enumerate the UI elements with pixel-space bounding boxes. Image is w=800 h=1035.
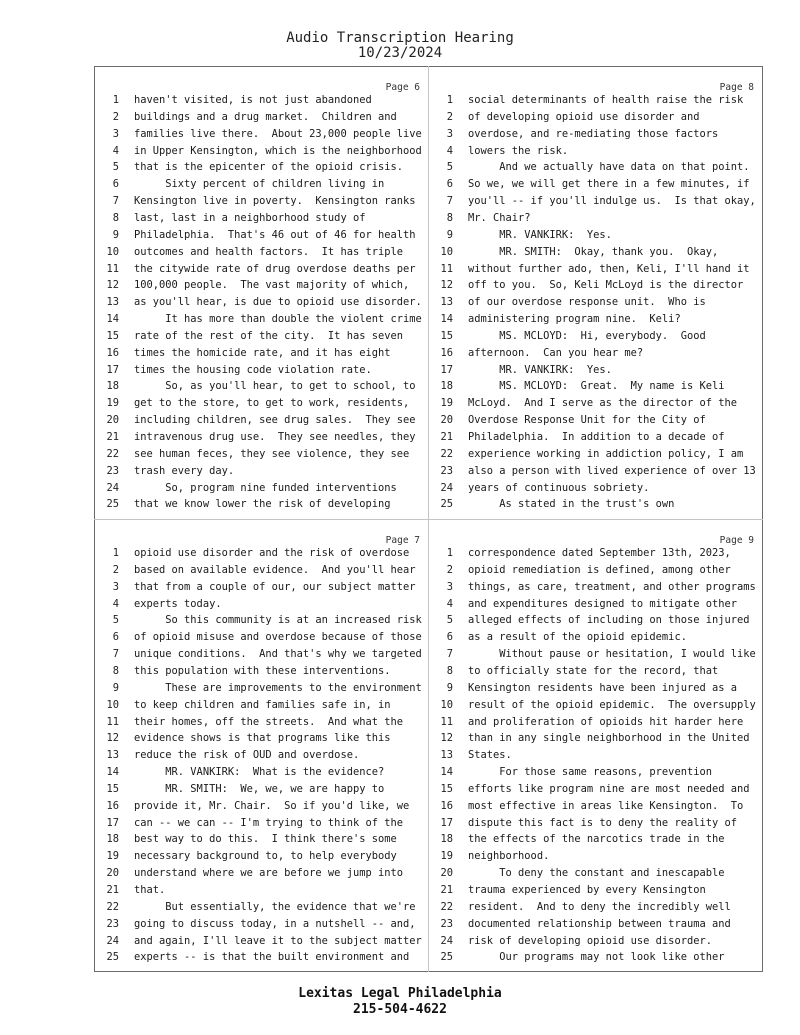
line-text: families live there. About 23,000 people live [134,127,422,140]
line-text: lowers the risk. [468,144,569,157]
line-text: MR. SMITH: We, we, we are happy to [134,782,385,795]
page-number: Page 6 [385,82,420,93]
line-number: 15 [440,329,453,342]
line-text: get to the store, to get to work, residents, [134,397,410,410]
line-text: necessary background to, to help everybody [134,850,397,863]
line-number: 3 [446,127,453,140]
footer-phone: 215-504-4622 [353,1002,447,1017]
line-number: 16 [440,346,453,359]
line-number: 2 [112,563,119,576]
line-text: dispute this fact is to deny the reality of [468,816,737,829]
line-text: As stated in the trust's own [468,498,675,511]
line-text: of our overdose response unit. Who is [468,296,706,309]
line-number: 6 [112,631,119,644]
line-number: 6 [446,178,453,191]
line-text: neighborhood. [468,850,550,863]
line-text: opioid remediation is defined, among other [468,563,731,576]
line-number: 1 [112,547,119,559]
line-number: 21 [440,431,453,443]
line-number: 16 [106,799,119,812]
line-text: times the homicide rate, and it has eight [134,346,391,359]
line-text: unique conditions. And that's why we targeted [134,648,422,661]
line-number: 20 [440,867,453,880]
line-number: 21 [440,884,453,896]
line-text: MS. MCLOYD: Hi, everybody. Good [468,329,706,342]
line-number: 1 [446,94,453,106]
line-text: correspondence dated September 13th, 2023, [468,547,731,559]
line-number: 12 [440,279,453,292]
line-text: trauma experienced by every Kensington [468,884,706,896]
line-number: 15 [106,782,119,795]
line-number: 3 [112,127,119,140]
line-text: going to discuss today, in a nutshell -- and, [134,917,416,930]
line-number: 9 [446,228,453,241]
line-text: and proliferation of opioids hit harder here [468,715,744,728]
line-number: 22 [106,900,119,913]
line-text: things, as care, treatment, and other programs [468,580,756,593]
line-number: 25 [106,498,119,511]
line-text: MR. VANKIRK: Yes. [468,228,612,241]
line-text: reduce the risk of OUD and overdose. [134,749,360,762]
line-number: 9 [446,681,453,694]
line-number: 11 [440,715,453,728]
line-number: 4 [112,144,119,157]
line-number: 8 [112,211,119,224]
footer-company: Lexitas Legal Philadelphia [298,986,502,1001]
line-number: 18 [106,833,119,846]
line-number: 20 [106,414,119,427]
line-text: as a result of the opioid epidemic. [468,631,687,644]
line-number: 7 [112,648,119,661]
line-number: 14 [106,313,119,326]
line-text: times the housing code violation rate. [134,363,372,376]
line-number: 23 [106,917,119,930]
line-text: to officially state for the record, that [468,664,719,677]
line-number: 20 [440,414,453,427]
line-text: outcomes and health factors. It has triple [134,245,403,258]
transcript-page-bottom-left [94,519,429,972]
line-number: 18 [106,380,119,393]
line-text: afternoon. Can you hear me? [468,346,644,359]
line-text: haven't visited, is not just abandoned [134,94,372,106]
line-number: 18 [440,833,453,846]
line-text: evidence shows is that programs like this [134,732,391,745]
line-text: the effects of the narcotics trade in the [468,833,725,846]
line-number: 25 [440,498,453,511]
line-text: and again, I'll leave it to the subject matter [134,934,422,947]
line-number: 12 [440,732,453,745]
line-text: including children, see drug sales. They see [134,414,416,427]
line-text: that we know lower the risk of developing [134,498,391,511]
line-number: 17 [106,363,119,376]
line-number: 7 [112,195,119,208]
line-number: 13 [440,749,453,762]
line-number: 19 [106,397,119,410]
line-text: Sixty percent of children living in [134,178,385,191]
line-text: rate of the rest of the city. It has seven [134,329,403,342]
line-text: experts -- is that the built environment and [134,951,410,964]
line-text: intravenous drug use. They see needles, they [134,431,416,443]
line-text: social determinants of health raise the risk [468,94,744,106]
line-number: 4 [446,597,453,610]
line-text: can -- we can -- I'm trying to think of the [134,816,403,829]
line-text: MS. MCLOYD: Great. My name is Keli [468,380,725,393]
line-text: overdose, and re-mediating those factors [468,127,719,140]
line-number: 5 [112,161,119,174]
line-number: 11 [106,262,119,275]
document-date: 10/23/2024 [357,45,443,61]
line-number: 9 [112,228,119,241]
line-text: that is the epicenter of the opioid crisis. [134,161,403,174]
line-number: 14 [106,766,119,779]
line-number: 11 [440,262,453,275]
line-number: 19 [106,850,119,863]
line-number: 24 [440,481,453,494]
line-number: 10 [106,245,119,258]
line-text: of developing opioid use disorder and [468,110,700,123]
line-number: 2 [446,563,453,576]
line-number: 22 [440,447,453,460]
line-text: So, as you'll hear, to get to school, to [134,380,416,393]
line-number: 14 [440,313,453,326]
line-text: It has more than double the violent crime [134,313,422,326]
line-text: So, program nine funded interventions [134,481,397,494]
line-number: 23 [440,464,453,477]
line-text: documented relationship between trauma and [468,917,731,930]
line-text: that. [134,884,166,896]
line-text: For those same reasons, prevention [468,766,712,779]
line-number: 4 [446,144,453,157]
line-number: 4 [112,597,119,610]
line-number: 10 [440,245,453,258]
line-text: also a person with lived experience of over 13 [468,464,756,477]
line-number: 13 [440,296,453,309]
line-text: result of the opioid epidemic. The oversupply [468,698,756,711]
line-number: 10 [440,698,453,711]
line-text: So we, we will get there in a few minutes, if [468,178,750,191]
line-text: Kensington live in poverty. Kensington ranks [134,195,416,208]
line-number: 12 [106,279,119,292]
line-number: 3 [446,580,453,593]
line-text: Philadelphia. That's 46 out of 46 for health [134,228,416,241]
line-text: McLoyd. And I serve as the director of the [468,397,737,410]
line-number: 22 [440,900,453,913]
line-text: efforts like program nine are most needed and [468,782,750,795]
line-number: 7 [446,648,453,661]
line-text: as you'll hear, is due to opioid use disorder. [134,296,422,309]
line-number: 23 [106,464,119,477]
line-text: without further ado, then, Keli, I'll hand it [468,262,750,275]
line-number: 15 [106,329,119,342]
line-number: 13 [106,749,119,762]
line-number: 9 [112,681,119,694]
line-text: than in any single neighborhood in the United [468,732,750,745]
line-number: 11 [106,715,119,728]
line-number: 15 [440,782,453,795]
line-text: in Upper Kensington, which is the neighborhood [134,144,422,157]
line-text: you'll -- if you'll indulge us. Is that okay, [468,195,756,208]
line-number: 6 [112,178,119,191]
line-number: 5 [446,161,453,174]
line-number: 23 [440,917,453,930]
line-number: 12 [106,732,119,745]
transcript-page-top-right [428,66,763,519]
line-text: To deny the constant and inescapable [468,867,725,880]
line-text: years of continuous sobriety. [468,481,650,494]
page-number: Page 9 [719,535,754,546]
line-text: this population with these interventions. [134,664,391,677]
line-text: These are improvements to the environment [134,681,422,694]
line-text: But essentially, the evidence that we're [134,900,416,913]
line-text: most effective in areas like Kensington. To [468,799,744,812]
line-text: trash every day. [134,464,235,477]
line-text: 100,000 people. The vast majority of which, [134,279,410,292]
line-text: administering program nine. Keli? [468,313,681,326]
line-text: and expenditures designed to mitigate other [468,597,737,610]
transcript-page-top-left [94,66,429,519]
line-text: experts today. [134,597,222,610]
line-number: 25 [440,951,453,964]
line-number: 17 [106,816,119,829]
line-text: buildings and a drug market. Children and [134,110,397,123]
line-text: resident. And to deny the incredibly well [468,900,731,913]
line-text: Without pause or hesitation, I would like [468,648,756,661]
line-number: 22 [106,447,119,460]
line-text: of opioid misuse and overdose because of those [134,631,422,644]
line-number: 8 [446,211,453,224]
line-number: 17 [440,816,453,829]
line-number: 16 [106,346,119,359]
line-text: Mr. Chair? [468,211,531,224]
line-number: 24 [106,481,119,494]
line-text: MR. SMITH: Okay, thank you. Okay, [468,245,719,258]
line-text: the citywide rate of drug overdose deaths per [134,262,416,275]
line-number: 24 [440,934,453,947]
line-text: And we actually have data on that point. [468,161,750,174]
line-text: that from a couple of our, our subject matter [134,580,416,593]
line-text: risk of developing opioid use disorder. [468,934,712,947]
line-number: 8 [112,664,119,677]
line-text: alleged effects of including on those injured [468,614,750,627]
line-number: 20 [106,867,119,880]
line-text: last, last in a neighborhood study of [134,211,366,224]
line-text: Philadelphia. In addition to a decade of [468,431,725,443]
line-text: based on available evidence. And you'll hear [134,563,416,576]
line-number: 5 [112,614,119,627]
line-number: 10 [106,698,119,711]
line-number: 8 [446,664,453,677]
line-text: So this community is at an increased risk [134,614,422,627]
line-text: to keep children and families safe in, in [134,698,391,711]
line-text: off to you. So, Keli McLoyd is the director [468,279,744,292]
line-number: 7 [446,195,453,208]
line-number: 25 [106,951,119,964]
line-number: 21 [106,884,119,896]
line-number: 19 [440,397,453,410]
line-number: 6 [446,631,453,644]
line-text: see human feces, they see violence, they see [134,447,410,460]
line-text: their homes, off the streets. And what the [134,715,403,728]
line-number: 5 [446,614,453,627]
line-number: 24 [106,934,119,947]
line-text: best way to do this. I think there's some [134,833,397,846]
line-number: 3 [112,580,119,593]
line-text: Kensington residents have been injured as a [468,681,737,694]
page-number: Page 8 [719,82,754,93]
line-number: 13 [106,296,119,309]
line-text: understand where we are before we jump into [134,867,403,880]
line-text: MR. VANKIRK: What is the evidence? [134,766,385,779]
line-text: Overdose Response Unit for the City of [468,414,706,427]
line-number: 21 [106,431,119,443]
line-number: 1 [446,547,453,559]
line-text: opioid use disorder and the risk of overdose [134,547,410,559]
line-number: 19 [440,850,453,863]
line-text: MR. VANKIRK: Yes. [468,363,612,376]
page-number: Page 7 [385,535,420,546]
line-number: 16 [440,799,453,812]
line-number: 14 [440,766,453,779]
line-number: 2 [446,110,453,123]
line-number: 1 [112,94,119,106]
line-number: 18 [440,380,453,393]
line-text: provide it, Mr. Chair. So if you'd like, we [134,799,410,812]
line-text: States. [468,749,512,762]
line-text: experience working in addiction policy, I am [468,447,744,460]
line-text: Our programs may not look like other [468,951,725,964]
transcript-page-bottom-right [428,519,763,972]
document-title: Audio Transcription Hearing [286,30,514,46]
line-number: 17 [440,363,453,376]
line-number: 2 [112,110,119,123]
